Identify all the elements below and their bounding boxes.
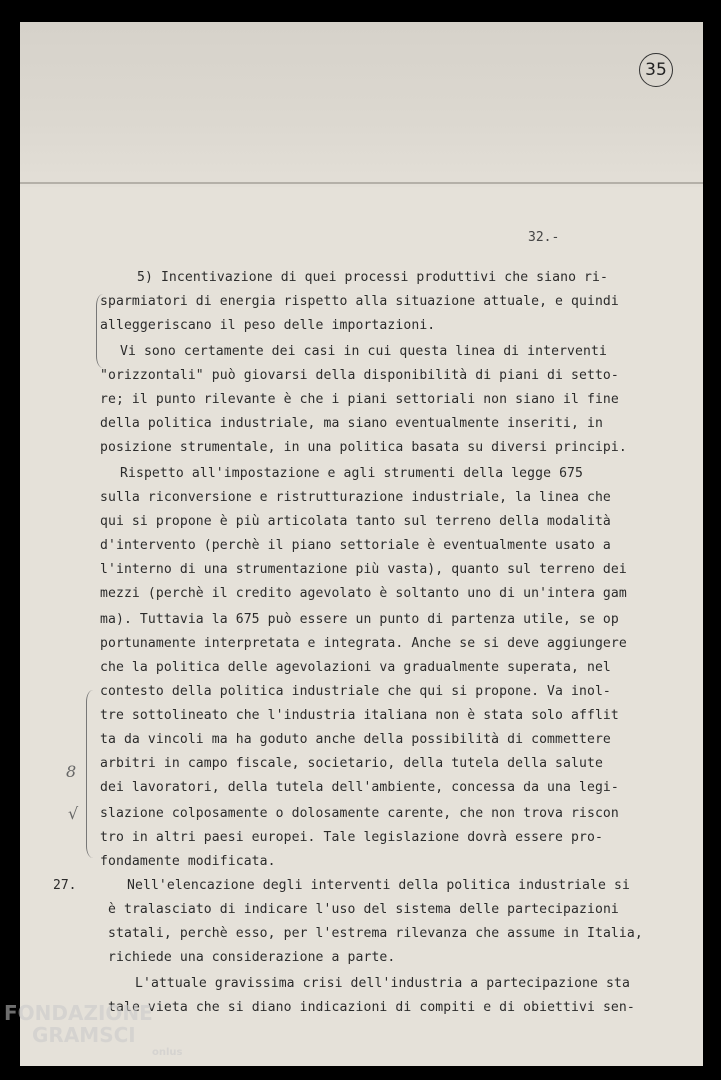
text-line: L'attuale gravissima crisi dell'industria a partecipazione sta <box>135 976 630 991</box>
text-line: tro in altri paesi europei. Tale legislazione dovrà essere pro- <box>100 830 603 845</box>
text-line: posizione strumentale, in una politica basata su diversi principi. <box>100 440 627 455</box>
page-number: 32.- <box>528 230 560 245</box>
text-line: portunamente interpretata e integrata. Anche se si deve aggiungere <box>100 636 627 651</box>
page-stain <box>20 22 703 187</box>
archive-watermark <box>4 1002 183 1064</box>
text-line: "orizzontali" può giovarsi della disponibilità di piani di setto- <box>100 368 619 383</box>
page-fold-line <box>20 182 703 184</box>
text-line: contesto della politica industriale che qui si propone. Va inol- <box>100 684 611 699</box>
watermark-line-2: GRAMSCI <box>32 1023 136 1047</box>
text-line: mezzi (perchè il credito agevolato è soltanto uno di un'intera gam <box>100 586 627 601</box>
text-line: 5) Incentivazione di quei processi produttivi che siano ri- <box>137 270 609 285</box>
paragraph-number: 27. <box>53 878 77 893</box>
text-line: l'interno di una strumentazione più vasta), quanto sul terreno dei <box>100 562 627 577</box>
text-line: tre sottolineato che l'industria italiana non è stata solo afflit <box>100 708 619 723</box>
text-line: slazione colposamente o dolosamente carente, che non trova riscon <box>100 806 619 821</box>
watermark-line-1: FONDAZIONE <box>4 1001 153 1025</box>
text-line: sulla riconversione e ristrutturazione industriale, la linea che <box>100 490 611 505</box>
text-line: re; il punto rilevante è che i piani settoriali non siano il fine <box>100 392 619 407</box>
text-line: richiede una considerazione a parte. <box>108 950 396 965</box>
text-line: dei lavoratori, della tutela dell'ambiente, concessa da una legi- <box>100 780 619 795</box>
watermark-line-3: onlus <box>152 1047 183 1058</box>
stamp-number: 35 <box>645 60 667 80</box>
text-line: è tralasciato di indicare l'uso del sistema delle partecipazioni <box>108 902 619 917</box>
text-line: fondamente modificata. <box>100 854 276 869</box>
text-line: ma). Tuttavia la 675 può essere un punto di partenza utile, se op <box>100 612 619 627</box>
margin-note-8: 8 <box>66 762 77 781</box>
margin-note-check: √ <box>68 804 79 823</box>
margin-bracket-bottom <box>86 690 93 858</box>
document-page <box>20 22 703 1066</box>
text-line: che la politica delle agevolazioni va gradualmente superata, nel <box>100 660 611 675</box>
text-line: Vi sono certamente dei casi in cui questa linea di interventi <box>120 344 607 359</box>
page-stamp <box>639 53 673 87</box>
text-line: qui si propone è più articolata tanto sul terreno della modalità <box>100 514 611 529</box>
text-line: della politica industriale, ma siano eventualmente inseriti, in <box>100 416 603 431</box>
text-line: alleggeriscano il peso delle importazioni. <box>100 318 436 333</box>
text-line: d'intervento (perchè il piano settoriale è eventualmente usato a <box>100 538 611 553</box>
text-line: ta da vincoli ma ha goduto anche della possibilità di commettere <box>100 732 611 747</box>
text-line: sparmiatori di energia rispetto alla situazione attuale, e quindi <box>100 294 619 309</box>
text-line: statali, perchè esso, per l'estrema rilevanza che assume in Italia, <box>108 926 643 941</box>
text-line: Rispetto all'impostazione e agli strumenti della legge 675 <box>120 466 584 481</box>
text-line: Nell'elencazione degli interventi della politica industriale si <box>127 878 630 893</box>
text-line: arbitri in campo fiscale, societario, della tutela della salute <box>100 756 603 771</box>
text-line: tale vieta che si diano indicazioni di compiti e di obiettivi sen- <box>108 1000 635 1015</box>
